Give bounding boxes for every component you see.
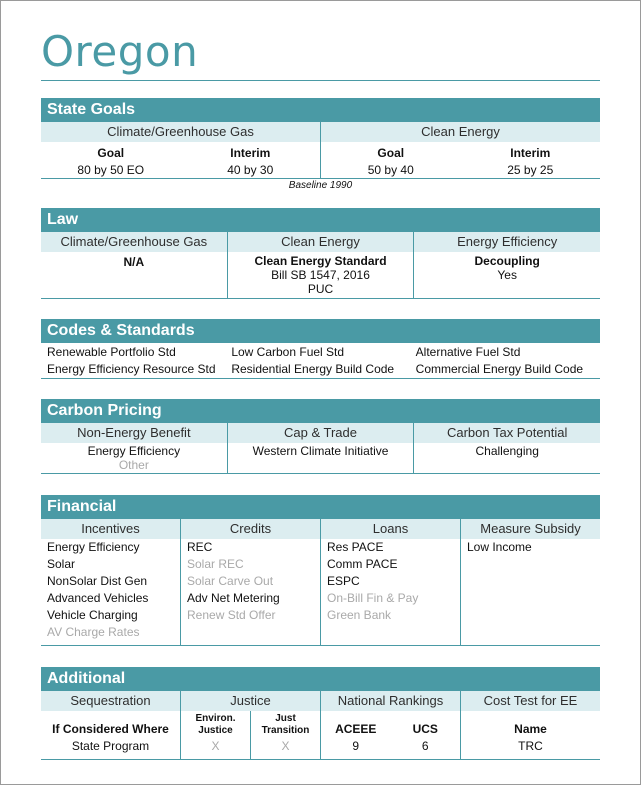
just-transition-value: X: [281, 739, 290, 753]
non-energy-value: Energy Efficiency: [87, 444, 181, 458]
list-item: Vehicle Charging: [47, 608, 138, 622]
credits-label: Credits: [180, 519, 320, 539]
cost-test-cell: [460, 711, 600, 759]
financial-subheader: [41, 519, 600, 539]
list-item: Renew Std Offer: [187, 608, 276, 622]
rankings-label: National Rankings: [320, 691, 460, 711]
carbon-section: [41, 399, 600, 474]
list-item: Solar Carve Out: [187, 574, 274, 588]
non-energy-other: Other: [118, 458, 149, 472]
non-energy-label: Non-Energy Benefit: [77, 425, 191, 440]
clean-goal-value: 50 by 40: [367, 163, 414, 177]
cost-test-value: TRC: [518, 739, 543, 753]
additional-section: [41, 667, 600, 760]
list-item: REC: [187, 540, 213, 554]
just-transition-label-2: Transition: [261, 725, 310, 736]
ucs-label: UCS: [412, 722, 438, 736]
codes-section: [41, 319, 600, 379]
law-clean-bill: Bill SB 1547, 2016: [271, 268, 370, 282]
env-justice-label-2: Justice: [198, 725, 233, 736]
list-item: Advanced Vehicles: [47, 591, 149, 605]
list-item: Low Income: [467, 540, 532, 554]
climate-interim-value: 40 by 30: [227, 163, 274, 177]
baseline-note: Baseline 1990: [288, 180, 353, 191]
incentives-list: [41, 539, 180, 645]
list-item: NonSolar Dist Gen: [47, 574, 148, 588]
clean-energy-label: Clean Energy: [320, 122, 600, 142]
sequestration-label: Sequestration: [70, 693, 151, 708]
law-clean-title: Clean Energy Standard: [254, 254, 387, 268]
clean-interim-label: Interim: [510, 146, 551, 160]
list-item: Adv Net Metering: [187, 591, 280, 605]
code-item: Energy Efficiency Resource Std: [47, 362, 216, 376]
law-clean-authority: PUC: [307, 282, 334, 296]
cost-test-label: Cost Test for EE: [460, 691, 600, 711]
law-section: [41, 208, 600, 299]
subsidy-label: Measure Subsidy: [460, 519, 600, 539]
state-goals-section: [41, 98, 600, 179]
law-efficiency-title: Decoupling: [474, 254, 540, 268]
additional-body: [41, 711, 600, 759]
title-divider: [41, 80, 600, 81]
carbon-heading: Carbon Pricing: [41, 399, 600, 423]
loans-label: Loans: [320, 519, 460, 539]
list-item: Res PACE: [327, 540, 384, 554]
list-item: Green Bank: [327, 608, 392, 622]
list-item: Solar REC: [187, 557, 244, 571]
cost-test-name-label: Name: [514, 722, 547, 736]
subsidy-list: [460, 539, 600, 645]
env-justice-value: X: [211, 739, 220, 753]
credits-list: [180, 539, 320, 645]
code-item: Low Carbon Fuel Std: [231, 345, 345, 359]
aceee-label: ACEEE: [335, 722, 377, 736]
state-goals-body: [41, 142, 600, 179]
clean-goal-label: Goal: [377, 146, 405, 160]
code-item: Residential Energy Build Code: [231, 362, 395, 376]
list-item: Comm PACE: [327, 557, 398, 571]
law-efficiency-value: Yes: [497, 268, 517, 282]
law-climate-value: N/A: [123, 255, 145, 269]
financial-body: [41, 539, 600, 645]
climate-goals: [41, 142, 320, 179]
carbon-tax-value: Challenging: [475, 444, 539, 458]
law-heading: Law: [41, 208, 600, 232]
climate-goal-value: 80 by 50 EO: [77, 163, 145, 177]
sequestration-value: State Program: [71, 739, 150, 753]
list-item: AV Charge Rates: [47, 625, 140, 639]
clean-energy-goals: [320, 142, 600, 179]
climate-goal-label: Goal: [97, 146, 125, 160]
climate-label: Climate/Greenhouse Gas: [107, 124, 254, 139]
state-goals-heading: State Goals: [41, 98, 600, 122]
just-transition-label-1: Just: [275, 713, 296, 724]
financial-section: [41, 495, 600, 646]
list-item: Solar: [47, 557, 76, 571]
code-item: Commercial Energy Build Code: [415, 362, 584, 376]
additional-subheader: [41, 691, 600, 711]
list-item: On-Bill Fin & Pay: [327, 591, 419, 605]
page-title: Oregon: [41, 27, 199, 76]
justice-label: Justice: [180, 691, 320, 711]
carbon-subheader: [41, 423, 600, 443]
law-subheader: [41, 232, 600, 252]
state-goals-subheader: [41, 122, 600, 142]
incentives-label: Incentives: [81, 521, 140, 536]
list-item: Energy Efficiency: [47, 540, 140, 554]
code-item: Renewable Portfolio Std: [47, 345, 176, 359]
rankings-cell: [320, 711, 460, 759]
law-body: [41, 252, 600, 298]
ucs-value: 6: [421, 739, 429, 753]
cap-trade-label: Cap & Trade: [227, 423, 414, 443]
carbon-body: [41, 443, 600, 473]
list-item: ESPC: [327, 574, 360, 588]
carbon-tax-label: Carbon Tax Potential: [413, 423, 600, 443]
additional-heading: Additional: [41, 667, 600, 691]
climate-interim-label: Interim: [230, 146, 271, 160]
sequestration-title: If Considered Where: [52, 722, 169, 736]
cap-trade-value: Western Climate Initiative: [252, 444, 389, 458]
justice-cell: [180, 711, 320, 759]
clean-interim-value: 25 by 25: [507, 163, 554, 177]
law-efficiency-label: Energy Efficiency: [413, 232, 600, 252]
codes-heading: Codes & Standards: [41, 319, 600, 343]
env-justice-label-1: Environ.: [195, 713, 236, 724]
aceee-value: 9: [352, 739, 360, 753]
code-item: Alternative Fuel Std: [415, 345, 521, 359]
loans-list: [320, 539, 460, 645]
law-clean-label: Clean Energy: [227, 232, 414, 252]
financial-heading: Financial: [41, 495, 600, 519]
law-climate-label: Climate/Greenhouse Gas: [60, 234, 208, 249]
